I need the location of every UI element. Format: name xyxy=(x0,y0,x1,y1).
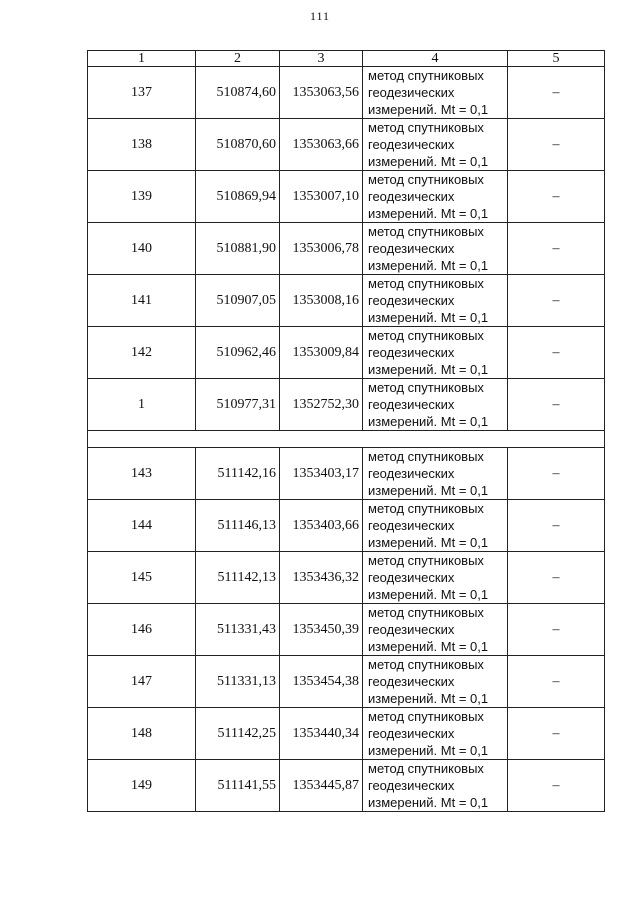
method-text-line: метод спутниковых xyxy=(368,761,484,776)
point-number-cell: 142 xyxy=(88,327,196,379)
table-row xyxy=(88,223,605,275)
y-coordinate-cell: 1353445,87 xyxy=(280,760,363,812)
point-number-cell: 137 xyxy=(88,67,196,119)
method-cell xyxy=(363,656,508,708)
table-row xyxy=(88,604,605,656)
group-separator-cell xyxy=(88,431,605,448)
method-text-line: измерений. Mt = 0,1 xyxy=(368,206,489,221)
method-text-line: измерений. Mt = 0,1 xyxy=(368,483,489,498)
method-text-line: геодезических xyxy=(368,778,455,793)
note-cell: – xyxy=(508,67,605,119)
table-body xyxy=(88,67,605,812)
method-text-line: геодезических xyxy=(368,85,455,100)
note-cell: – xyxy=(508,500,605,552)
method-cell xyxy=(363,448,508,500)
table-row xyxy=(88,379,605,431)
y-coordinate-cell: 1353007,10 xyxy=(280,171,363,223)
x-coordinate-cell: 511331,13 xyxy=(196,656,280,708)
method-text-line: геодезических xyxy=(368,241,455,256)
method-cell xyxy=(363,604,508,656)
note-cell: – xyxy=(508,708,605,760)
y-coordinate-cell: 1353450,39 xyxy=(280,604,363,656)
method-text-line: измерений. Mt = 0,1 xyxy=(368,639,489,654)
point-number-cell: 147 xyxy=(88,656,196,708)
method-cell xyxy=(363,500,508,552)
method-cell xyxy=(363,223,508,275)
method-text-line: геодезических xyxy=(368,570,455,585)
method-text-line: геодезических xyxy=(368,466,455,481)
table-row xyxy=(88,760,605,812)
point-number-cell: 140 xyxy=(88,223,196,275)
method-text-line: геодезических xyxy=(368,293,455,308)
column-header: 4 xyxy=(363,51,508,67)
x-coordinate-cell: 510881,90 xyxy=(196,223,280,275)
method-cell xyxy=(363,552,508,604)
table-row xyxy=(88,275,605,327)
y-coordinate-cell: 1353440,34 xyxy=(280,708,363,760)
method-cell xyxy=(363,327,508,379)
table-row xyxy=(88,656,605,708)
method-text-line: геодезических xyxy=(368,622,455,637)
method-text-line: метод спутниковых xyxy=(368,553,484,568)
column-header: 5 xyxy=(508,51,605,67)
method-text-line: метод спутниковых xyxy=(368,709,484,724)
x-coordinate-cell: 511331,43 xyxy=(196,604,280,656)
note-cell: – xyxy=(508,223,605,275)
method-cell xyxy=(363,275,508,327)
y-coordinate-cell: 1353403,66 xyxy=(280,500,363,552)
y-coordinate-cell: 1353403,17 xyxy=(280,448,363,500)
method-text-line: измерений. Mt = 0,1 xyxy=(368,154,489,169)
x-coordinate-cell: 511141,55 xyxy=(196,760,280,812)
method-text-line: метод спутниковых xyxy=(368,224,484,239)
x-coordinate-cell: 511146,13 xyxy=(196,500,280,552)
method-text-line: метод спутниковых xyxy=(368,380,484,395)
point-number-cell: 138 xyxy=(88,119,196,171)
method-text-line: метод спутниковых xyxy=(368,172,484,187)
point-number-cell: 1 xyxy=(88,379,196,431)
method-text-line: измерений. Mt = 0,1 xyxy=(368,414,489,429)
point-number-cell: 143 xyxy=(88,448,196,500)
method-text-line: метод спутниковых xyxy=(368,276,484,291)
note-cell: – xyxy=(508,604,605,656)
column-header: 3 xyxy=(280,51,363,67)
method-cell xyxy=(363,171,508,223)
point-number-cell: 139 xyxy=(88,171,196,223)
method-text-line: метод спутниковых xyxy=(368,657,484,672)
note-cell: – xyxy=(508,119,605,171)
method-text-line: измерений. Mt = 0,1 xyxy=(368,795,489,810)
method-text-line: геодезических xyxy=(368,397,455,412)
method-text-line: метод спутниковых xyxy=(368,501,484,516)
x-coordinate-cell: 510870,60 xyxy=(196,119,280,171)
x-coordinate-cell: 510977,31 xyxy=(196,379,280,431)
note-cell: – xyxy=(508,656,605,708)
method-cell xyxy=(363,119,508,171)
method-text-line: измерений. Mt = 0,1 xyxy=(368,743,489,758)
method-text-line: метод спутниковых xyxy=(368,68,484,83)
point-number-cell: 144 xyxy=(88,500,196,552)
note-cell: – xyxy=(508,171,605,223)
method-cell xyxy=(363,379,508,431)
method-cell xyxy=(363,67,508,119)
table-row xyxy=(88,448,605,500)
method-text-line: измерений. Mt = 0,1 xyxy=(368,691,489,706)
y-coordinate-cell: 1353063,56 xyxy=(280,67,363,119)
method-text-line: измерений. Mt = 0,1 xyxy=(368,102,489,117)
y-coordinate-cell: 1353006,78 xyxy=(280,223,363,275)
method-text-line: метод спутниковых xyxy=(368,120,484,135)
column-header: 1 xyxy=(88,51,196,67)
x-coordinate-cell: 510962,46 xyxy=(196,327,280,379)
method-text-line: измерений. Mt = 0,1 xyxy=(368,310,489,325)
x-coordinate-cell: 510907,05 xyxy=(196,275,280,327)
y-coordinate-cell: 1353454,38 xyxy=(280,656,363,708)
table-row xyxy=(88,552,605,604)
table-row xyxy=(88,67,605,119)
point-number-cell: 148 xyxy=(88,708,196,760)
method-text-line: геодезических xyxy=(368,137,455,152)
x-coordinate-cell: 510874,60 xyxy=(196,67,280,119)
method-text-line: измерений. Mt = 0,1 xyxy=(368,362,489,377)
column-header: 2 xyxy=(196,51,280,67)
note-cell: – xyxy=(508,379,605,431)
y-coordinate-cell: 1353008,16 xyxy=(280,275,363,327)
method-text-line: геодезических xyxy=(368,189,455,204)
y-coordinate-cell: 1352752,30 xyxy=(280,379,363,431)
coordinates-table xyxy=(87,50,605,812)
method-cell xyxy=(363,708,508,760)
note-cell: – xyxy=(508,327,605,379)
x-coordinate-cell: 510869,94 xyxy=(196,171,280,223)
point-number-cell: 149 xyxy=(88,760,196,812)
method-text-line: метод спутниковых xyxy=(368,605,484,620)
x-coordinate-cell: 511142,25 xyxy=(196,708,280,760)
group-separator-row xyxy=(88,431,605,448)
note-cell: – xyxy=(508,275,605,327)
table-header-row xyxy=(88,51,605,67)
method-text-line: геодезических xyxy=(368,674,455,689)
point-number-cell: 141 xyxy=(88,275,196,327)
table-row xyxy=(88,171,605,223)
table-row xyxy=(88,708,605,760)
x-coordinate-cell: 511142,13 xyxy=(196,552,280,604)
table-row xyxy=(88,327,605,379)
method-text-line: метод спутниковых xyxy=(368,449,484,464)
point-number-cell: 145 xyxy=(88,552,196,604)
note-cell: – xyxy=(508,760,605,812)
note-cell: – xyxy=(508,552,605,604)
method-text-line: метод спутниковых xyxy=(368,328,484,343)
method-text-line: геодезических xyxy=(368,726,455,741)
method-cell xyxy=(363,760,508,812)
method-text-line: измерений. Mt = 0,1 xyxy=(368,535,489,550)
y-coordinate-cell: 1353009,84 xyxy=(280,327,363,379)
table-row xyxy=(88,500,605,552)
method-text-line: измерений. Mt = 0,1 xyxy=(368,587,489,602)
page-number: 111 xyxy=(309,9,331,23)
method-text-line: геодезических xyxy=(368,518,455,533)
table-row xyxy=(88,119,605,171)
x-coordinate-cell: 511142,16 xyxy=(196,448,280,500)
point-number-cell: 146 xyxy=(88,604,196,656)
y-coordinate-cell: 1353436,32 xyxy=(280,552,363,604)
method-text-line: геодезических xyxy=(368,345,455,360)
y-coordinate-cell: 1353063,66 xyxy=(280,119,363,171)
note-cell: – xyxy=(508,448,605,500)
method-text-line: измерений. Mt = 0,1 xyxy=(368,258,489,273)
